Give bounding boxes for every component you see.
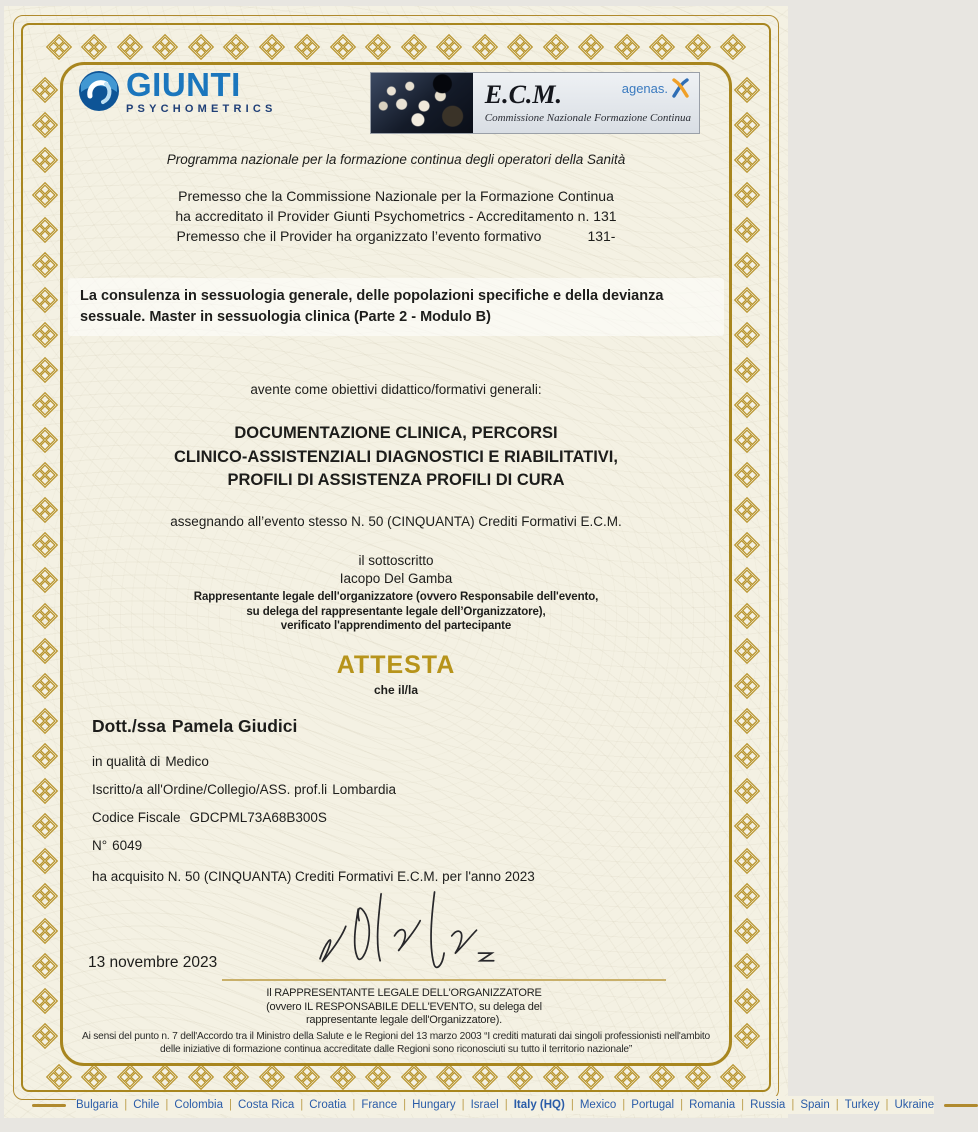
representative-role-block <box>164 987 644 1028</box>
diamond-ornament-icon <box>734 182 760 208</box>
recipient-name <box>92 716 708 737</box>
recipient-codice-fiscale: GDCPML73A68B300S <box>189 810 327 825</box>
diamond-ornament-icon <box>32 147 58 173</box>
diamond-ornament-icon <box>734 462 760 488</box>
agenas-mark-icon <box>671 79 691 97</box>
diamond-ornament-icon <box>614 1064 640 1090</box>
representative-role-line: rappresentante legale dell'Organizzatore). <box>305 1014 503 1026</box>
diamond-ornament-icon <box>734 1023 760 1049</box>
giunti-psychometrics-label: PSYCHOMETRICS <box>126 103 277 115</box>
diamond-ornament-icon <box>720 34 746 60</box>
objectives-intro: avente come obiettivi didattico/formativi generali: <box>250 382 542 397</box>
country-item: Bulgaria | <box>76 1099 133 1111</box>
recipient-codice-fiscale-row: Codice Fiscale GDCPML73A68B300S <box>92 810 327 825</box>
diamond-ornament-icon <box>294 34 320 60</box>
diamond-ornament-icon <box>32 708 58 734</box>
sottoscritto-label: il sottoscritto <box>358 553 434 568</box>
diamond-ornament-icon <box>81 34 107 60</box>
diamond-ornament-icon <box>32 217 58 243</box>
diamond-ornament-icon <box>46 1064 72 1090</box>
diamond-ornament-icon <box>365 34 391 60</box>
diamond-ornament-icon <box>117 34 143 60</box>
diamond-ornament-icon <box>294 1064 320 1090</box>
country-item: Turkey | <box>845 1099 895 1111</box>
recipient-ordine: Lombardia <box>332 782 396 797</box>
diamond-ornament-icon <box>436 1064 462 1090</box>
diamond-ornament-icon <box>32 918 58 944</box>
diamond-ornament-icon <box>32 532 58 558</box>
signer-role-line: Rappresentante legale dell'organizzatore (ovvero Responsabile dell'evento, <box>193 591 599 603</box>
diamond-ornament-icon <box>152 34 178 60</box>
diamond-ornament-icon <box>578 34 604 60</box>
recipient-qualifica-row: in qualità di Medico <box>92 754 209 769</box>
ecm-banner <box>370 72 700 134</box>
diamond-ornament-icon <box>734 778 760 804</box>
ecm-title: E.C.M. <box>484 80 563 109</box>
diamond-ornament-icon <box>259 1064 285 1090</box>
diamond-ornament-icon <box>32 673 58 699</box>
diamond-ornament-icon <box>734 813 760 839</box>
diamond-ornament-icon <box>734 112 760 138</box>
diamond-ornament-icon <box>734 77 760 103</box>
diamond-ornament-icon <box>32 638 58 664</box>
diamond-ornament-icon <box>32 252 58 278</box>
country-item: Colombia | <box>174 1099 238 1111</box>
recipient-numero-row: N° 6049 <box>92 838 143 853</box>
diamond-ornament-icon <box>188 34 214 60</box>
diamond-ornament-icon <box>734 988 760 1014</box>
diamond-ornament-icon <box>734 322 760 348</box>
diamond-ornament-icon <box>734 918 760 944</box>
country-item: Mexico | <box>580 1099 631 1111</box>
objectives-line: CLINICO-ASSISTENZIALI DIAGNOSTICI E RIABILITATIVI, <box>174 447 618 466</box>
country-item: Romania | <box>689 1099 750 1111</box>
diamond-ornament-icon <box>365 1064 391 1090</box>
diamond-ornament-icon <box>734 638 760 664</box>
objectives-line: DOCUMENTAZIONE CLINICA, PERCORSI <box>234 424 558 442</box>
diamond-ornament-icon <box>32 988 58 1014</box>
country-item: France | <box>361 1099 412 1111</box>
recipient-block <box>92 716 708 884</box>
diamond-ornament-icon <box>188 1064 214 1090</box>
premesso-line-1: Premesso che la Commissione Nazionale per la Formazione Continua <box>178 188 614 204</box>
country-item: Israel | <box>471 1099 514 1111</box>
objectives-block <box>74 422 718 493</box>
country-item: Croatia | <box>309 1099 361 1111</box>
diamond-ornament-icon <box>259 34 285 60</box>
diamond-ornament-icon <box>734 147 760 173</box>
diamond-ornament-icon <box>734 217 760 243</box>
recipient-credits-line: ha acquisito N. 50 (CINQUANTA) Crediti Formativi E.C.M. per l'anno 2023 <box>92 869 535 884</box>
diamond-ornament-icon <box>32 112 58 138</box>
legal-disclaimer <box>74 1030 718 1056</box>
ecm-painting-image <box>371 73 473 133</box>
recipient-numero: 6049 <box>112 838 143 853</box>
diamond-ornament-icon <box>330 1064 356 1090</box>
diamond-ornament-icon <box>734 392 760 418</box>
diamond-ornament-icon <box>32 182 58 208</box>
diamond-ornament-icon <box>649 1064 675 1090</box>
country-item: Ukraine <box>894 1099 935 1111</box>
diamond-ornament-icon <box>32 497 58 523</box>
representative-role-line: Il RAPPRESENTANTE LEGALE DELL'ORGANIZZATORE <box>266 987 542 999</box>
premesso-line-3: Premesso che il Provider ha organizzato l’evento formativo 131- <box>176 228 616 244</box>
countries-footer <box>32 1094 935 1116</box>
diamond-ornament-icon <box>117 1064 143 1090</box>
diamond-ornament-icon <box>734 567 760 593</box>
che-il-la-label: che il/la <box>373 683 419 697</box>
footer-rule-right <box>944 1104 978 1107</box>
diamond-ornament-icon <box>32 392 58 418</box>
countries-list <box>76 1096 934 1114</box>
legal-disclaimer-line: Ai sensi del punto n. 7 dell'Accordo tra il Ministro della Salute e le Regioni del 13 marzo 2003 “I crediti maturati dai singoli professionisti nell'ambito <box>81 1031 711 1042</box>
diamond-ornament-icon <box>436 34 462 60</box>
signer-name: Iacopo Del Gamba <box>339 571 453 586</box>
diamond-ornament-icon <box>614 34 640 60</box>
handwritten-signature <box>299 884 509 984</box>
agenas-wordmark: agenas. <box>621 80 668 96</box>
diamond-ornament-icon <box>472 1064 498 1090</box>
recipient-qualifica: Medico <box>165 754 209 769</box>
diamond-ornament-icon <box>81 1064 107 1090</box>
ornament-band-bottom <box>36 1062 756 1092</box>
legal-disclaimer-line: delle iniziative di formazione continua accreditate dalle Regioni sono riconosciuti su tutto il territorio nazionale” <box>159 1044 633 1055</box>
ornament-band-right <box>732 68 762 1058</box>
diamond-ornament-icon <box>32 567 58 593</box>
diamond-ornament-icon <box>734 287 760 313</box>
diamond-ornament-icon <box>649 34 675 60</box>
diamond-ornament-icon <box>685 34 711 60</box>
diamond-ornament-icon <box>330 34 356 60</box>
recipient-ordine-row: Iscritto/a all'Ordine/Collegio/ASS. prof.li Lombardia <box>92 782 396 797</box>
diamond-ornament-icon <box>734 532 760 558</box>
diamond-ornament-icon <box>401 34 427 60</box>
event-code: 131- <box>587 228 616 244</box>
objectives-line: PROFILI DI ASSISTENZA PROFILI DI CURA <box>227 471 565 489</box>
signer-role-block <box>74 590 718 634</box>
diamond-ornament-icon <box>32 427 58 453</box>
diamond-ornament-icon <box>32 322 58 348</box>
diamond-ornament-icon <box>734 673 760 699</box>
premesso-line-2: ha accreditato il Provider Giunti Psychometrics - Accreditamento n. 131 <box>175 208 617 224</box>
diamond-ornament-icon <box>32 813 58 839</box>
diamond-ornament-icon <box>32 462 58 488</box>
footer-rule-left <box>32 1104 66 1107</box>
diamond-ornament-icon <box>720 1064 746 1090</box>
program-line: Programma nazionale per la formazione continua degli operatori della Sanità <box>166 152 626 167</box>
diamond-ornament-icon <box>32 1023 58 1049</box>
diamond-ornament-icon <box>507 34 533 60</box>
diamond-ornament-icon <box>734 252 760 278</box>
diamond-ornament-icon <box>543 34 569 60</box>
ornament-band-top <box>36 32 756 62</box>
giunti-wordmark: GIUNTI <box>126 66 241 103</box>
diamond-ornament-icon <box>223 1064 249 1090</box>
attesta-heading: ATTESTA <box>336 651 456 679</box>
diamond-ornament-icon <box>734 357 760 383</box>
diamond-ornament-icon <box>401 1064 427 1090</box>
diamond-ornament-icon <box>32 77 58 103</box>
country-item: Russia | <box>750 1099 800 1111</box>
diamond-ornament-icon <box>32 953 58 979</box>
certificate <box>4 6 935 1118</box>
event-title: La consulenza in sessuologia generale, delle popolazioni specifiche e della devianza sessuale. Master in sessuologia clinica (Parte 2 - Modulo B) <box>68 278 724 336</box>
diamond-ornament-icon <box>32 778 58 804</box>
date: 13 novembre 2023 <box>88 954 218 971</box>
country-item: Spain | <box>800 1099 844 1111</box>
diamond-ornament-icon <box>734 708 760 734</box>
ornament-band-left <box>30 68 60 1058</box>
country-item: Costa Rica | <box>238 1099 309 1111</box>
signer-role-line: verificato l'apprendimento del partecipante <box>280 620 512 632</box>
signer-role-line: su delega del rappresentante legale dell’Organizzatore), <box>246 605 546 618</box>
ecm-subtitle: Commissione Nazionale Formazione Continua <box>484 112 691 124</box>
diamond-ornament-icon <box>685 1064 711 1090</box>
diamond-ornament-icon <box>472 34 498 60</box>
diamond-ornament-icon <box>734 497 760 523</box>
giunti-sphere-icon <box>78 70 120 112</box>
recipient-title: Dott./ssa <box>92 716 166 736</box>
agenas-logo <box>622 79 691 97</box>
recipient-full-name: Pamela Giudici <box>171 716 298 736</box>
giunti-logo <box>78 66 277 115</box>
country-item: Portugal | <box>631 1099 689 1111</box>
diamond-ornament-icon <box>32 603 58 629</box>
credits-assignment-line: assegnando all’evento stesso N. 50 (CINQUANTA) Crediti Formativi E.C.M. <box>170 514 622 529</box>
country-item: Chile | <box>133 1099 174 1111</box>
signature-line <box>222 979 666 981</box>
country-item: Italy (HQ) | <box>514 1099 580 1111</box>
diamond-ornament-icon <box>734 743 760 769</box>
premesso-block <box>74 186 718 246</box>
diamond-ornament-icon <box>734 953 760 979</box>
diamond-ornament-icon <box>152 1064 178 1090</box>
diamond-ornament-icon <box>734 603 760 629</box>
diamond-ornament-icon <box>543 1064 569 1090</box>
diamond-ornament-icon <box>46 34 72 60</box>
country-item: Hungary | <box>412 1099 470 1111</box>
diamond-ornament-icon <box>32 883 58 909</box>
diamond-ornament-icon <box>223 34 249 60</box>
diamond-ornament-icon <box>578 1064 604 1090</box>
diamond-ornament-icon <box>32 287 58 313</box>
diamond-ornament-icon <box>32 357 58 383</box>
diamond-ornament-icon <box>32 743 58 769</box>
diamond-ornament-icon <box>32 848 58 874</box>
diamond-ornament-icon <box>734 427 760 453</box>
diamond-ornament-icon <box>507 1064 533 1090</box>
representative-role-line: (ovvero IL RESPONSABILE DELL'EVENTO, su delega del <box>266 1000 542 1013</box>
diamond-ornament-icon <box>734 883 760 909</box>
diamond-ornament-icon <box>734 848 760 874</box>
